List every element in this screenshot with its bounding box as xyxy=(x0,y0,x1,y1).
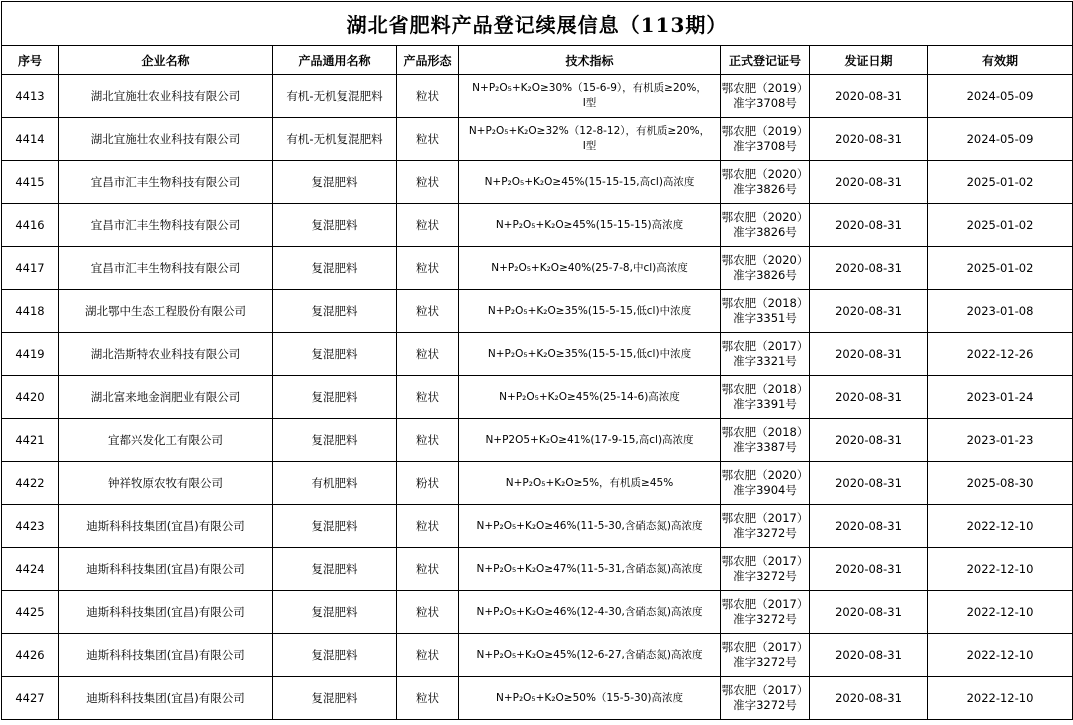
cell-product: 复混肥料 xyxy=(273,204,397,247)
cell-company: 迪斯科科技集团(宜昌)有限公司 xyxy=(59,634,273,677)
cell-spec-line-1: N+P₂O₅+K₂O≥32%（12-8-12），有机质≥20%， xyxy=(468,125,711,137)
cell-valid-until: 2022-12-10 xyxy=(928,548,1073,591)
cell-spec-line-2: I型 xyxy=(582,97,597,109)
cell-reg-line-2: 准字3708号 xyxy=(733,96,797,110)
table-row xyxy=(2,548,1073,591)
cell-product: 有机肥料 xyxy=(273,462,397,505)
cell-reg-line-2: 准字3351号 xyxy=(733,311,797,325)
cell-issue-date: 2020-08-31 xyxy=(810,247,928,290)
cell-form: 粒状 xyxy=(397,376,459,419)
cell-spec-line-1: N+P₂O₅+K₂O≥45%(12-6-27,含硝态氮)高浓度 xyxy=(476,648,703,661)
header-form: 产品形态 xyxy=(397,46,459,75)
cell-form: 粒状 xyxy=(397,161,459,204)
cell-reg xyxy=(721,333,810,376)
header-product: 产品通用名称 xyxy=(273,46,397,75)
cell-reg-line-2: 准字3826号 xyxy=(733,225,797,239)
cell-issue-date: 2020-08-31 xyxy=(810,204,928,247)
table-header-row xyxy=(2,46,1073,75)
cell-spec xyxy=(459,333,721,376)
cell-reg-line-2: 准字3826号 xyxy=(733,182,797,196)
cell-reg xyxy=(721,634,810,677)
cell-form: 粒状 xyxy=(397,290,459,333)
cell-no: 4422 xyxy=(2,462,59,505)
table-row xyxy=(2,333,1073,376)
cell-no: 4415 xyxy=(2,161,59,204)
cell-form: 粒状 xyxy=(397,247,459,290)
cell-reg-line-2: 准字3272号 xyxy=(733,612,797,626)
cell-reg-line-1: 鄂农肥（2018） xyxy=(721,425,809,439)
cell-form: 粒状 xyxy=(397,204,459,247)
cell-company: 宜昌市汇丰生物科技有限公司 xyxy=(59,204,273,247)
cell-product: 复混肥料 xyxy=(273,161,397,204)
cell-issue-date: 2020-08-31 xyxy=(810,419,928,462)
cell-reg-line-1: 鄂农肥（2017） xyxy=(721,554,809,568)
cell-product: 复混肥料 xyxy=(273,677,397,720)
cell-spec xyxy=(459,419,721,462)
cell-no: 4426 xyxy=(2,634,59,677)
cell-issue-date: 2020-08-31 xyxy=(810,118,928,161)
cell-reg xyxy=(721,118,810,161)
cell-issue-date: 2020-08-31 xyxy=(810,462,928,505)
cell-valid-until: 2025-01-02 xyxy=(928,247,1073,290)
cell-reg xyxy=(721,376,810,419)
cell-company: 迪斯科科技集团(宜昌)有限公司 xyxy=(59,548,273,591)
cell-issue-date: 2020-08-31 xyxy=(810,677,928,720)
cell-form: 粒状 xyxy=(397,634,459,677)
cell-no: 4427 xyxy=(2,677,59,720)
cell-valid-until: 2023-01-08 xyxy=(928,290,1073,333)
cell-reg xyxy=(721,591,810,634)
cell-issue-date: 2020-08-31 xyxy=(810,548,928,591)
cell-no: 4414 xyxy=(2,118,59,161)
cell-reg xyxy=(721,677,810,720)
cell-valid-until: 2023-01-24 xyxy=(928,376,1073,419)
cell-spec xyxy=(459,462,721,505)
table-row xyxy=(2,161,1073,204)
cell-reg-line-1: 鄂农肥（2017） xyxy=(721,683,809,697)
table-row xyxy=(2,290,1073,333)
cell-reg-line-1: 鄂农肥（2019） xyxy=(721,81,809,95)
cell-reg xyxy=(721,505,810,548)
cell-reg-line-1: 鄂农肥（2019） xyxy=(721,124,809,138)
cell-valid-until: 2022-12-10 xyxy=(928,505,1073,548)
cell-spec-line-1: N+P₂O₅+K₂O≥5%，有机质≥45% xyxy=(505,476,674,489)
table-row xyxy=(2,419,1073,462)
cell-company: 宜昌市汇丰生物科技有限公司 xyxy=(59,161,273,204)
cell-reg-line-2: 准字3391号 xyxy=(733,397,797,411)
cell-reg-line-1: 鄂农肥（2020） xyxy=(721,167,809,181)
cell-form: 粒状 xyxy=(397,118,459,161)
cell-no: 4420 xyxy=(2,376,59,419)
cell-spec-line-1: N+P₂O₅+K₂O≥45%(15-15-15,高cl)高浓度 xyxy=(484,175,695,188)
cell-issue-date: 2020-08-31 xyxy=(810,290,928,333)
cell-spec xyxy=(459,548,721,591)
header-company: 企业名称 xyxy=(59,46,273,75)
cell-spec-line-1: N+P₂O₅+K₂O≥47%(11-5-31,含硝态氮)高浓度 xyxy=(476,562,703,575)
cell-company: 湖北宜施壮农业科技有限公司 xyxy=(59,118,273,161)
cell-no: 4413 xyxy=(2,75,59,118)
cell-spec-line-1: N+P₂O₅+K₂O≥35%(15-5-15,低cl)中浓度 xyxy=(487,304,692,317)
cell-valid-until: 2025-01-02 xyxy=(928,204,1073,247)
cell-reg-line-1: 鄂农肥（2018） xyxy=(721,382,809,396)
cell-company: 宜昌市汇丰生物科技有限公司 xyxy=(59,247,273,290)
cell-company: 湖北富来地金润肥业有限公司 xyxy=(59,376,273,419)
table-row xyxy=(2,75,1073,118)
cell-reg-line-1: 鄂农肥（2017） xyxy=(721,597,809,611)
cell-reg-line-1: 鄂农肥（2017） xyxy=(721,640,809,654)
cell-no: 4419 xyxy=(2,333,59,376)
cell-spec xyxy=(459,118,721,161)
cell-spec-line-1: N+P₂O₅+K₂O≥45%(15-15-15)高浓度 xyxy=(495,218,684,231)
cell-reg xyxy=(721,161,810,204)
table-row xyxy=(2,462,1073,505)
cell-no: 4417 xyxy=(2,247,59,290)
cell-form: 粒状 xyxy=(397,505,459,548)
cell-product: 复混肥料 xyxy=(273,548,397,591)
cell-spec xyxy=(459,161,721,204)
table-row xyxy=(2,505,1073,548)
cell-form: 粒状 xyxy=(397,75,459,118)
cell-spec xyxy=(459,591,721,634)
cell-reg-line-1: 鄂农肥（2020） xyxy=(721,468,809,482)
cell-issue-date: 2020-08-31 xyxy=(810,376,928,419)
cell-company: 湖北浩斯特农业科技有限公司 xyxy=(59,333,273,376)
cell-product: 复混肥料 xyxy=(273,376,397,419)
cell-valid-until: 2022-12-10 xyxy=(928,677,1073,720)
cell-product: 复混肥料 xyxy=(273,634,397,677)
cell-spec xyxy=(459,376,721,419)
table-row xyxy=(2,118,1073,161)
header-spec: 技术指标 xyxy=(459,46,721,75)
cell-reg-line-2: 准字3321号 xyxy=(733,354,797,368)
cell-product: 有机-无机复混肥料 xyxy=(273,118,397,161)
cell-spec-line-1: N+P2O5+K₂O≥41%(17-9-15,高cl)高浓度 xyxy=(485,433,694,446)
cell-form: 粒状 xyxy=(397,333,459,376)
table-row xyxy=(2,247,1073,290)
cell-valid-until: 2022-12-10 xyxy=(928,634,1073,677)
cell-no: 4423 xyxy=(2,505,59,548)
cell-no: 4424 xyxy=(2,548,59,591)
cell-spec-line-1: N+P₂O₅+K₂O≥46%(11-5-30,含硝态氮)高浓度 xyxy=(476,519,703,532)
cell-spec xyxy=(459,75,721,118)
cell-no: 4418 xyxy=(2,290,59,333)
cell-product: 有机-无机复混肥料 xyxy=(273,75,397,118)
cell-spec-line-1: N+P₂O₅+K₂O≥35%(15-5-15,低cl)中浓度 xyxy=(487,347,692,360)
cell-product: 复混肥料 xyxy=(273,591,397,634)
cell-reg-line-1: 鄂农肥（2020） xyxy=(721,253,809,267)
cell-reg-line-2: 准字3387号 xyxy=(733,440,797,454)
cell-spec xyxy=(459,290,721,333)
cell-form: 粒状 xyxy=(397,677,459,720)
cell-spec-line-1: N+P₂O₅+K₂O≥45%(25-14-6)高浓度 xyxy=(499,390,680,403)
cell-product: 复混肥料 xyxy=(273,419,397,462)
cell-reg xyxy=(721,290,810,333)
cell-spec xyxy=(459,247,721,290)
cell-company: 湖北鄂中生态工程股份有限公司 xyxy=(59,290,273,333)
cell-no: 4421 xyxy=(2,419,59,462)
cell-valid-until: 2025-08-30 xyxy=(928,462,1073,505)
cell-product: 复混肥料 xyxy=(273,290,397,333)
cell-spec xyxy=(459,505,721,548)
cell-product: 复混肥料 xyxy=(273,505,397,548)
cell-reg-line-2: 准字3904号 xyxy=(733,483,797,497)
cell-spec-line-1: N+P₂O₅+K₂O≥46%(12-4-30,含硝态氮)高浓度 xyxy=(476,605,703,618)
table-row xyxy=(2,591,1073,634)
cell-reg xyxy=(721,75,810,118)
cell-spec-line-1: N+P₂O₅+K₂O≥40%(25-7-8,中cl)高浓度 xyxy=(491,261,688,274)
table-body xyxy=(2,75,1073,720)
cell-company: 钟祥牧原农牧有限公司 xyxy=(59,462,273,505)
cell-reg xyxy=(721,462,810,505)
cell-no: 4425 xyxy=(2,591,59,634)
cell-reg-line-1: 鄂农肥（2020） xyxy=(721,210,809,224)
cell-company: 迪斯科科技集团(宜昌)有限公司 xyxy=(59,505,273,548)
cell-reg xyxy=(721,548,810,591)
header-valid-until: 有效期 xyxy=(928,46,1073,75)
cell-issue-date: 2020-08-31 xyxy=(810,505,928,548)
table-row xyxy=(2,677,1073,720)
header-reg: 正式登记证号 xyxy=(721,46,810,75)
cell-spec-line-2: I型 xyxy=(582,140,597,152)
cell-reg-line-2: 准字3272号 xyxy=(733,698,797,712)
cell-valid-until: 2023-01-23 xyxy=(928,419,1073,462)
cell-spec xyxy=(459,204,721,247)
cell-company: 湖北宜施壮农业科技有限公司 xyxy=(59,75,273,118)
cell-reg-line-2: 准字3272号 xyxy=(733,569,797,583)
table-row xyxy=(2,376,1073,419)
cell-spec xyxy=(459,677,721,720)
table-row xyxy=(2,634,1073,677)
cell-reg xyxy=(721,419,810,462)
cell-reg-line-1: 鄂农肥（2018） xyxy=(721,296,809,310)
cell-company: 宜都兴发化工有限公司 xyxy=(59,419,273,462)
cell-form: 粒状 xyxy=(397,419,459,462)
cell-no: 4416 xyxy=(2,204,59,247)
cell-reg-line-2: 准字3272号 xyxy=(733,655,797,669)
cell-issue-date: 2020-08-31 xyxy=(810,634,928,677)
cell-reg-line-2: 准字3826号 xyxy=(733,268,797,282)
cell-valid-until: 2022-12-26 xyxy=(928,333,1073,376)
cell-valid-until: 2025-01-02 xyxy=(928,161,1073,204)
cell-issue-date: 2020-08-31 xyxy=(810,333,928,376)
cell-reg-line-2: 准字3272号 xyxy=(733,526,797,540)
fertilizer-registration-table xyxy=(1,1,1073,720)
cell-valid-until: 2024-05-09 xyxy=(928,75,1073,118)
cell-spec-line-1: N+P₂O₅+K₂O≥30%（15-6-9），有机质≥20%， xyxy=(472,82,707,94)
cell-reg-line-1: 鄂农肥（2017） xyxy=(721,339,809,353)
cell-valid-until: 2024-05-09 xyxy=(928,118,1073,161)
cell-company: 迪斯科科技集团(宜昌)有限公司 xyxy=(59,677,273,720)
cell-form: 粒状 xyxy=(397,548,459,591)
cell-issue-date: 2020-08-31 xyxy=(810,591,928,634)
page-title: 湖北省肥料产品登记续展信息（113期） xyxy=(2,2,1073,46)
cell-product: 复混肥料 xyxy=(273,247,397,290)
cell-issue-date: 2020-08-31 xyxy=(810,161,928,204)
cell-product: 复混肥料 xyxy=(273,333,397,376)
cell-spec xyxy=(459,634,721,677)
cell-reg xyxy=(721,247,810,290)
cell-reg-line-1: 鄂农肥（2017） xyxy=(721,511,809,525)
header-no: 序号 xyxy=(2,46,59,75)
cell-issue-date: 2020-08-31 xyxy=(810,75,928,118)
cell-reg xyxy=(721,204,810,247)
cell-spec-line-1: N+P₂O₅+K₂O≥50%（15-5-30)高浓度 xyxy=(495,691,684,704)
cell-form: 粉状 xyxy=(397,462,459,505)
cell-valid-until: 2022-12-10 xyxy=(928,591,1073,634)
table-row xyxy=(2,204,1073,247)
cell-company: 迪斯科科技集团(宜昌)有限公司 xyxy=(59,591,273,634)
cell-reg-line-2: 准字3708号 xyxy=(733,139,797,153)
header-issue-date: 发证日期 xyxy=(810,46,928,75)
cell-form: 粒状 xyxy=(397,591,459,634)
